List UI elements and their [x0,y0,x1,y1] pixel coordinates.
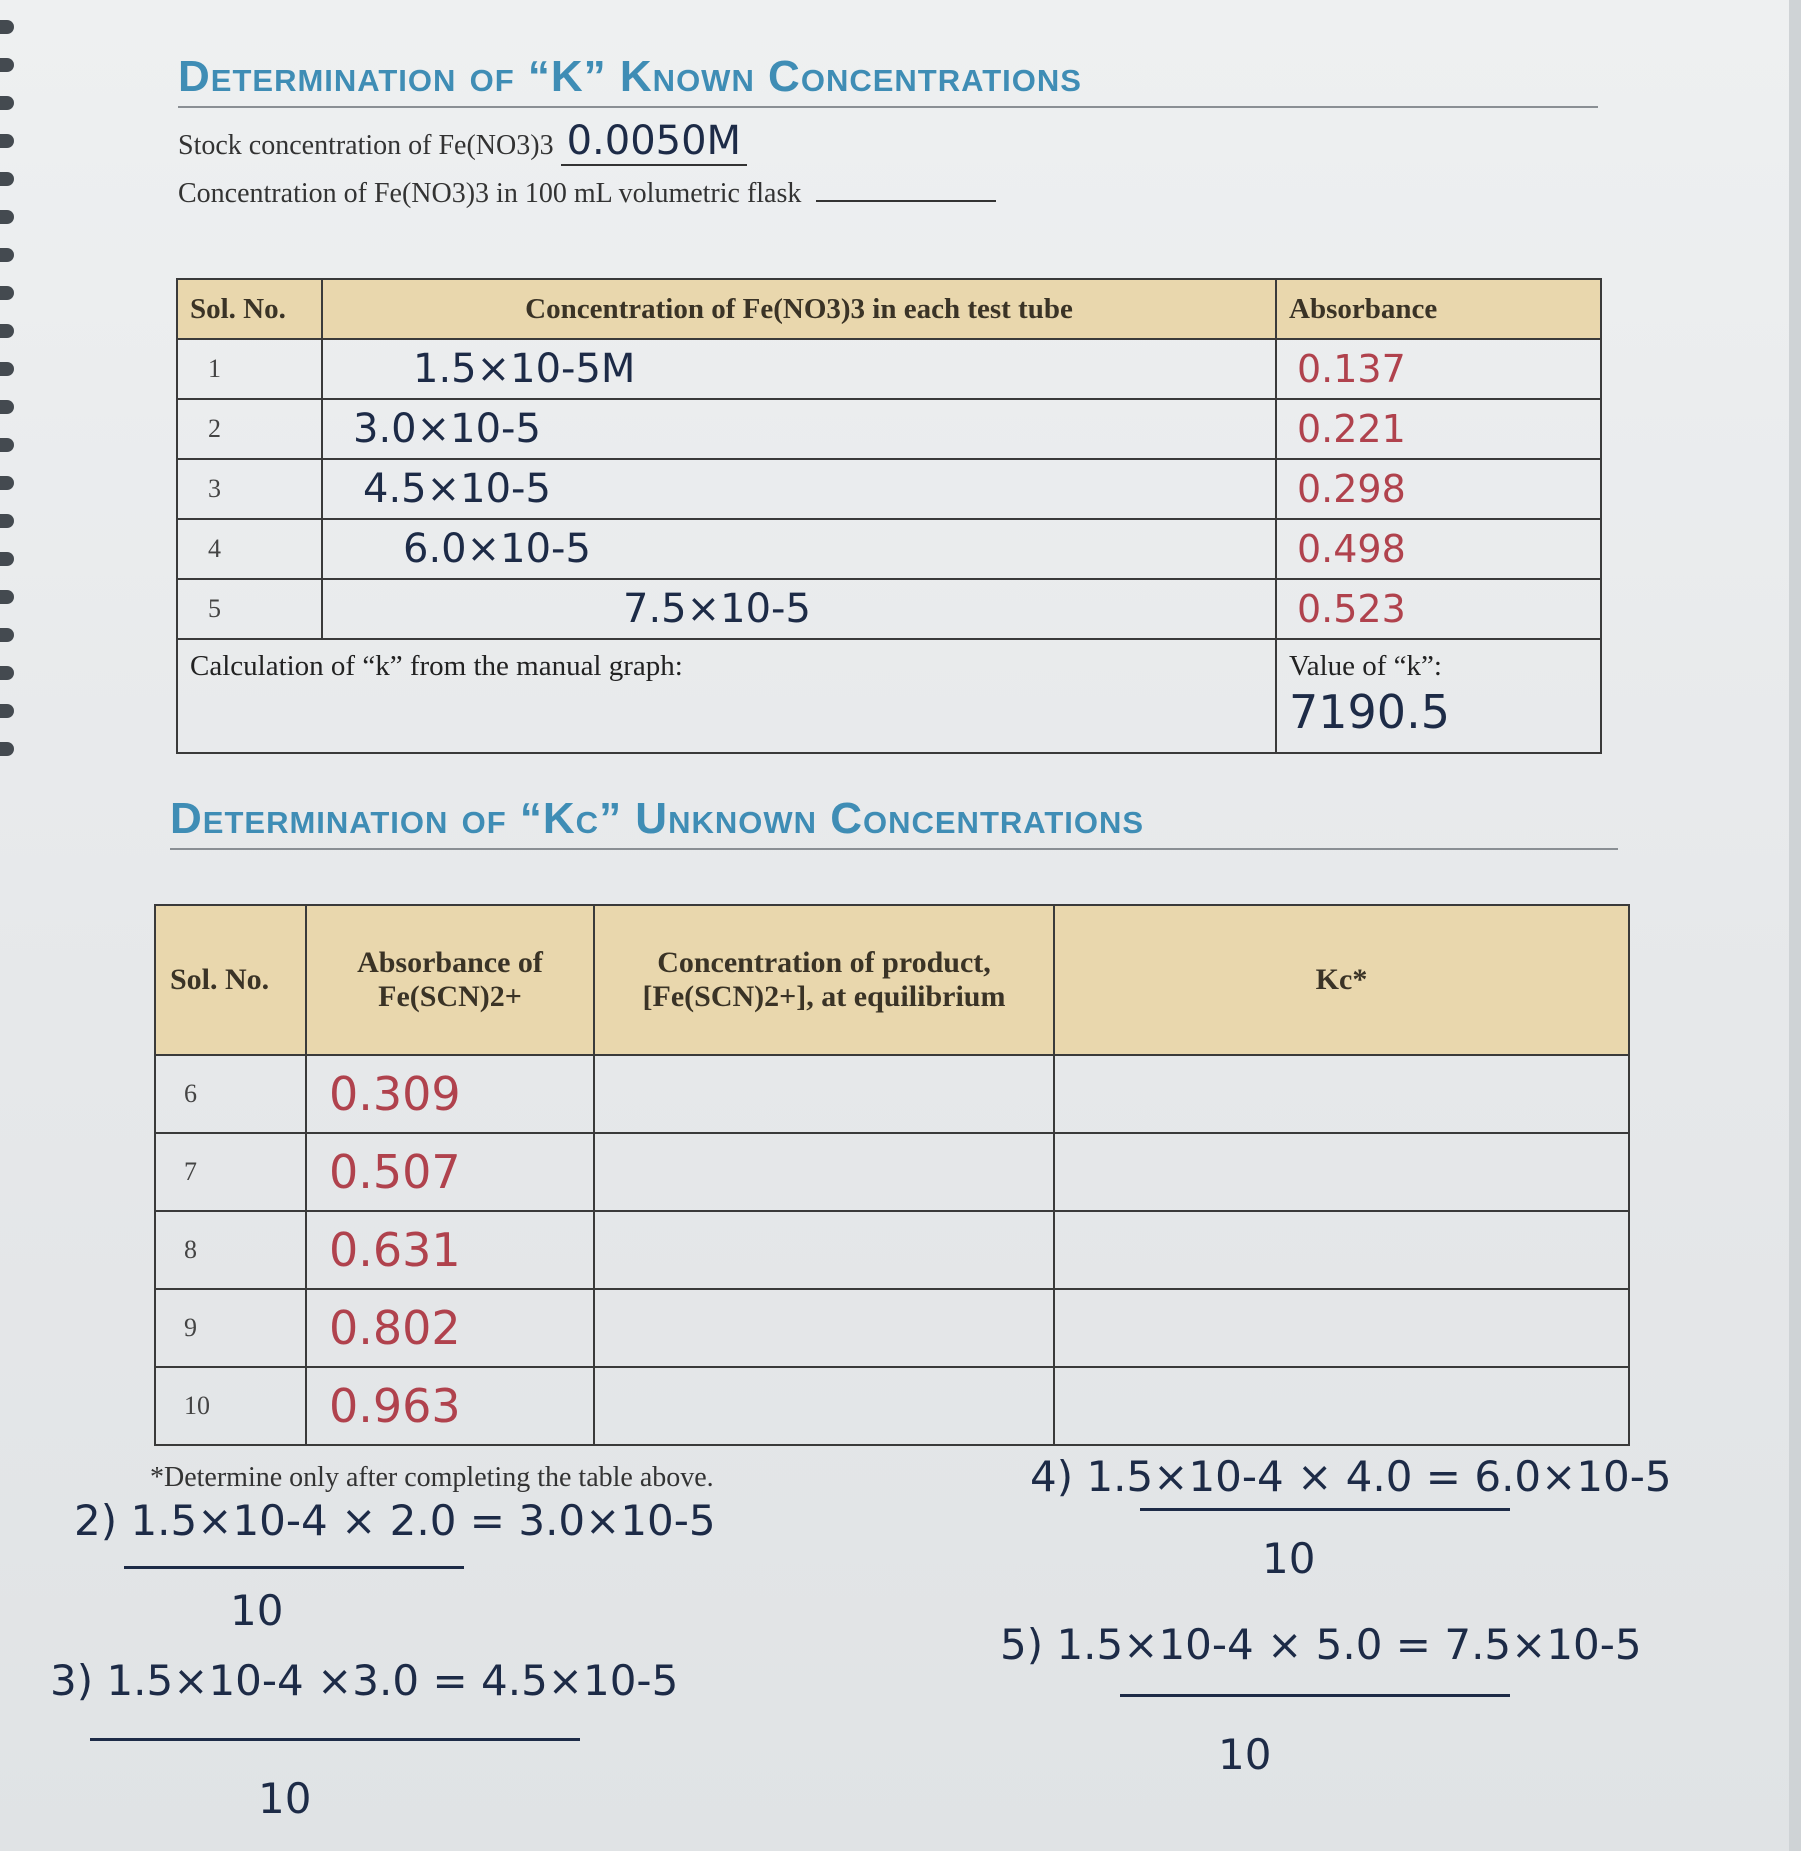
stock-value: 0.0050M [561,118,747,166]
sol-number: 7 [155,1133,306,1211]
table-row [155,1211,1629,1289]
absorbance-value: 0.309 [306,1055,594,1133]
section2-title: Determination of “Kc” Unknown Concentrations [170,794,1618,850]
work-3-fraction-line [90,1738,580,1741]
absorbance-value: 0.631 [306,1211,594,1289]
stock-concentration-line [178,118,747,164]
sol-number: 10 [155,1367,306,1445]
work-2-numerator: 2) 1.5×10-4 × 2.0 = 3.0×10-5 [74,1496,716,1545]
table-row [177,399,1601,459]
footnote: *Determine only after completing the table above. [150,1462,714,1493]
kc-cell [1054,1055,1629,1133]
kc-cell [1054,1211,1629,1289]
sol-number: 1 [177,339,322,399]
kc-cell [1054,1367,1629,1445]
header-absorbance: Absorbance [1276,279,1601,339]
table-row [177,579,1601,639]
work-4-numerator: 4) 1.5×10-4 × 4.0 = 6.0×10-5 [1030,1452,1672,1501]
product-concentration-cell [594,1133,1054,1211]
header-product-concentration: Concentration of product, [Fe(SCN)2+], at equilibrium [594,905,1054,1055]
header-concentration: Concentration of Fe(NO3)3 in each test tube [322,279,1276,339]
table-row [155,1367,1629,1445]
stock-label: Stock concentration of Fe(NO3)3 [178,130,554,161]
sol-number: 2 [177,399,322,459]
table-row [177,519,1601,579]
concentration-value: 4.5×10-5 [322,459,1276,519]
sol-number: 6 [155,1055,306,1133]
table-header-row [177,279,1601,339]
sol-number: 4 [177,519,322,579]
spiral-binding [0,0,22,820]
table-row [177,339,1601,399]
work-2-fraction-line [124,1566,464,1569]
product-concentration-cell [594,1289,1054,1367]
sol-number: 9 [155,1289,306,1367]
sol-number: 5 [177,579,322,639]
calculation-row [177,639,1601,753]
table-row [155,1055,1629,1133]
work-5-denominator: 10 [1218,1730,1272,1779]
product-concentration-cell [594,1367,1054,1445]
concentration-value: 6.0×10-5 [322,519,1276,579]
flask-label: Concentration of Fe(NO3)3 in 100 mL volumetric flask [178,178,802,209]
product-concentration-cell [594,1211,1054,1289]
k-label: Value of “k”: [1289,650,1442,682]
section1-title: Determination of “K” Known Concentrations [178,52,1598,108]
work-5-numerator: 5) 1.5×10-4 × 5.0 = 7.5×10-5 [1000,1620,1642,1669]
flask-blank [816,200,996,202]
kc-cell [1054,1289,1629,1367]
kc-cell [1054,1133,1629,1211]
flask-concentration-line [178,178,996,210]
sol-number: 8 [155,1211,306,1289]
work-4-denominator: 10 [1262,1534,1316,1583]
concentration-value: 7.5×10-5 [322,579,1276,639]
k-value: 7190.5 [1289,685,1450,739]
concentration-value: 1.5×10-5M [322,339,1276,399]
absorbance-value: 0.221 [1276,399,1601,459]
known-concentrations-table [176,278,1602,754]
k-value-cell [1276,639,1601,753]
sol-number: 3 [177,459,322,519]
work-5-fraction-line [1120,1694,1510,1697]
header-sol-no: Sol. No. [155,905,306,1055]
table-header-row [155,905,1629,1055]
absorbance-value: 0.523 [1276,579,1601,639]
product-concentration-cell [594,1055,1054,1133]
table-row [155,1289,1629,1367]
absorbance-value: 0.963 [306,1367,594,1445]
work-4-fraction-line [1140,1508,1510,1511]
page-edge [1789,0,1801,1851]
absorbance-value: 0.498 [1276,519,1601,579]
absorbance-value: 0.802 [306,1289,594,1367]
header-absorbance: Absorbance of Fe(SCN)2+ [306,905,594,1055]
absorbance-value: 0.298 [1276,459,1601,519]
work-2-denominator: 10 [230,1586,284,1635]
header-kc: Kc* [1054,905,1629,1055]
work-3-denominator: 10 [258,1774,312,1823]
unknown-concentrations-table [154,904,1630,1446]
work-3-numerator: 3) 1.5×10-4 ×3.0 = 4.5×10-5 [50,1656,679,1705]
table-row [177,459,1601,519]
absorbance-value: 0.507 [306,1133,594,1211]
calculation-label: Calculation of “k” from the manual graph: [177,639,1276,753]
concentration-value: 3.0×10-5 [322,399,1276,459]
header-sol-no: Sol. No. [177,279,322,339]
absorbance-value: 0.137 [1276,339,1601,399]
table-row [155,1133,1629,1211]
